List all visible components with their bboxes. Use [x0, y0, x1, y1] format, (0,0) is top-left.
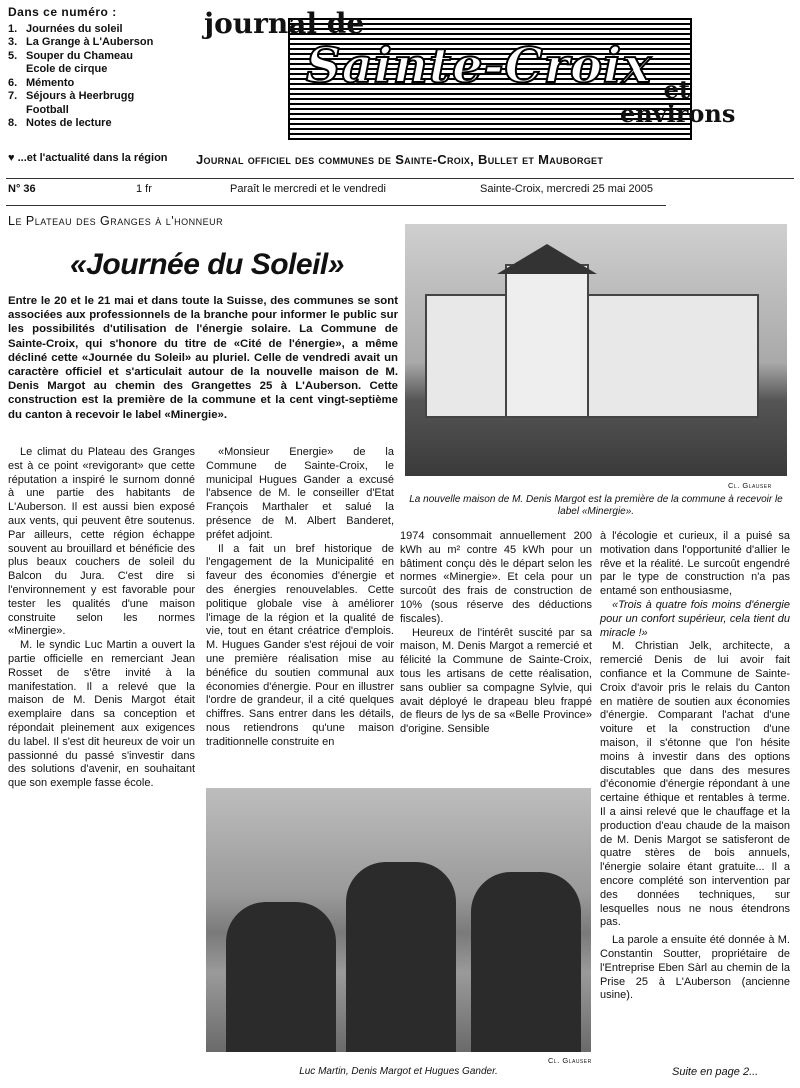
article-lead: Entre le 20 et le 21 mai et dans toute la Suisse, des communes se sont associées aux professionnels de la branche pour informer le public sur les possibilités d'utilisation de l'énergie solaire. La Commune de Sainte-Croix, qui s'honore du titre de «Cité de l'énergie», a même décliné cette «Journée du Soleil» au pluriel. Celle de vendredi avait un caractère officiel et s'articulait autour de la nouvelle maison de M. Denis Margot au chemin des Grangettes 25 à L'Auberson. Cette construction est la première de la commune et la cent vingt-septième du canton à recevoir le label «Minergie». — [8, 295, 398, 421]
person-shape — [346, 862, 456, 1052]
continued-link[interactable]: Suite en page 2... — [672, 1066, 759, 1078]
toc-item[interactable]: Football — [26, 103, 69, 116]
issue-price: 1 fr — [136, 183, 152, 195]
tagline: Journal officiel des communes de Sainte-Croix, Bullet et Mauborget — [196, 152, 604, 167]
article-headline: «Journée du Soleil» — [70, 248, 344, 281]
masthead-line3: et environs — [620, 75, 736, 128]
issue-number: N° 36 — [8, 183, 36, 195]
quote: «Trois à quatre fois moins d'énergie pour un confort supérieur, cela tient du miracle !» — [600, 598, 790, 639]
toc-item[interactable]: 1. Journées du soleil — [8, 22, 123, 35]
toc-last-item: ♥ ...et l'actualité dans la région — [8, 152, 168, 164]
masthead-logo — [196, 7, 736, 143]
paragraph: Il a fait un bref historique de l'engagement de la Municipalité en faveur des économies d'énergie et des énergies renouvelables. Cette politique globale vise à améliorer l'image de la région et la qualité de vie, tout en étant créatrice d'emplois. M. Hugues Gander s'est réjoui de voir une première réalisation mise au bénéfice du soutien communal aux économies d'énergie. Pour en illustrer l'ordre de grandeur, il a cité quelques chiffres. Sans entrer dans les détails, nous retiendrons qu'une maison traditionnelle construite en — [206, 542, 394, 748]
article-column-3 — [400, 530, 592, 737]
issue-date: Sainte-Croix, mercredi 25 mai 2005 — [480, 183, 654, 195]
paragraph: Le climat du Plateau des Granges est à ce point «revigorant» que cette réputation a inspiré le surnom donné à une partie des habitants de L'Auberson. Il est aussi bien exposé aux vents, qui peuvent être soutenus. Par ailleurs, cette région échappe souvent au brouillard et bénéficie des plus beaux couchers de soleil du Balcon du Jura. C'est dire si l'environnement y est favorable pour tester les qualités d'une maison construite selon les normes «Minergie». — [8, 446, 195, 638]
house-shape — [425, 294, 759, 418]
section-title: Le Plateau des Granges à l'honneur — [8, 214, 224, 228]
toc-item[interactable]: 3. La Grange à L'Auberson — [8, 36, 154, 48]
article-column-1 — [8, 446, 195, 791]
toc-heading: Dans ce numéro : — [8, 5, 117, 19]
toc-item[interactable]: 6. Mémento — [8, 76, 75, 89]
publication-schedule: Paraît le mercredi et le vendredi — [230, 183, 386, 195]
people-photo — [206, 788, 591, 1052]
divider — [6, 205, 666, 206]
photo-credit: Cl. Glauser — [728, 481, 772, 490]
paragraph: à l'écologie et curieux, il a puisé sa motivation dans l'opportunité d'allier le rêve et la réalité. Le surcoût engendré par le type de construction n'a pas entamé son enthousiasme, — [600, 530, 790, 598]
masthead-line1: journal de — [204, 7, 365, 40]
paragraph: M. Christian Jelk, architecte, a remercié Denis de lui avoir fait confiance et la Commune de Sainte-Croix d'avoir pris le relais du Canton en matière de soutien aux économies d'énergie. Comparant l'achat d'une voiture et la construction d'une maison, il s'étonne que l'on hésite moins à investir dans des options discutables que dans des mesures d'économie d'énergie répondant à une certaine éthique et rentables à terme. Il a ainsi relevé que le chauffage et la production d'eau chaude de la maison de M. Denis Margot se satisferont de quatre stères de bois annuels, l'énergie solaire étant gratuite... Il a encore complété son intervention par des données techniques, sur lesquelles nous ne nous étendrons pas. — [600, 640, 790, 929]
tower-shape — [505, 264, 589, 418]
toc-item[interactable]: 7. Séjours à Heerbrugg — [8, 90, 135, 102]
paragraph: M. le syndic Luc Martin a ouvert la partie officielle en remerciant Jean Rosset de s'être invité à la manifestation. Il a relevé que la maison de M. Denis Margot était exemplaire dans sa conception et répondait pleinement aux exigences du label. Il s'est dit heureux de voir un passionné du passé s'investir dans des solutions d'avenir, en souhaitant que son exemple fasse école. — [8, 639, 195, 790]
table-of-contents — [8, 6, 198, 131]
toc-item[interactable]: 5. Souper du Chameau — [8, 49, 133, 62]
photo-credit: Cl. Glauser — [548, 1056, 592, 1065]
article-column-4 — [600, 530, 790, 1003]
article-column-2 — [206, 446, 394, 750]
tower-roof-shape — [497, 244, 597, 274]
person-shape — [226, 902, 336, 1052]
person-shape — [471, 872, 581, 1052]
paragraph: Heureux de l'intérêt suscité par sa maison, M. Denis Margot a remercié et félicité la Commune de Sainte-Croix, tous les artisans de cette réalisation, sans oublier sa compagne Sylvie, qui avait déployé le drapeau bleu frappé de fleurs de lys de sa «Belle Province» d'origine. Sensible — [400, 626, 592, 736]
toc-item[interactable]: Ecole de cirque — [26, 63, 108, 75]
divider — [6, 178, 794, 179]
paragraph: «Monsieur Energie» de la Commune de Sainte-Croix, le municipal Hugues Gander a excusé l'absence de M. le conseiller d'Etat François Marthaler et salué la présence de M. Albert Banderet, préfet adjoint. — [206, 446, 394, 541]
masthead-line2: Sainte-Croix — [306, 38, 652, 94]
photo-caption: Luc Martin, Denis Margot et Hugues Gander. — [299, 1066, 498, 1077]
toc-item[interactable]: 8. Notes de lecture — [8, 117, 112, 129]
paragraph: La parole a ensuite été donnée à M. Constantin Soutter, propriétaire de l'Entreprise Eben Sàrl au chemin de la Prise 25 à L'Auberson (ancienne usine). — [600, 934, 790, 1002]
photo-caption: La nouvelle maison de M. Denis Margot est la première de la commune à recevoir le label «Minergie». — [409, 494, 783, 517]
paragraph: 1974 consommait annuellement 200 kWh au m² contre 45 kWh pour un bâtiment conçu dès le départ selon les normes «Minergie». Et cela pour un surcoût des frais de construction de 10% (sous réserve des déductions fiscales). — [400, 530, 592, 625]
house-photo — [405, 224, 787, 476]
